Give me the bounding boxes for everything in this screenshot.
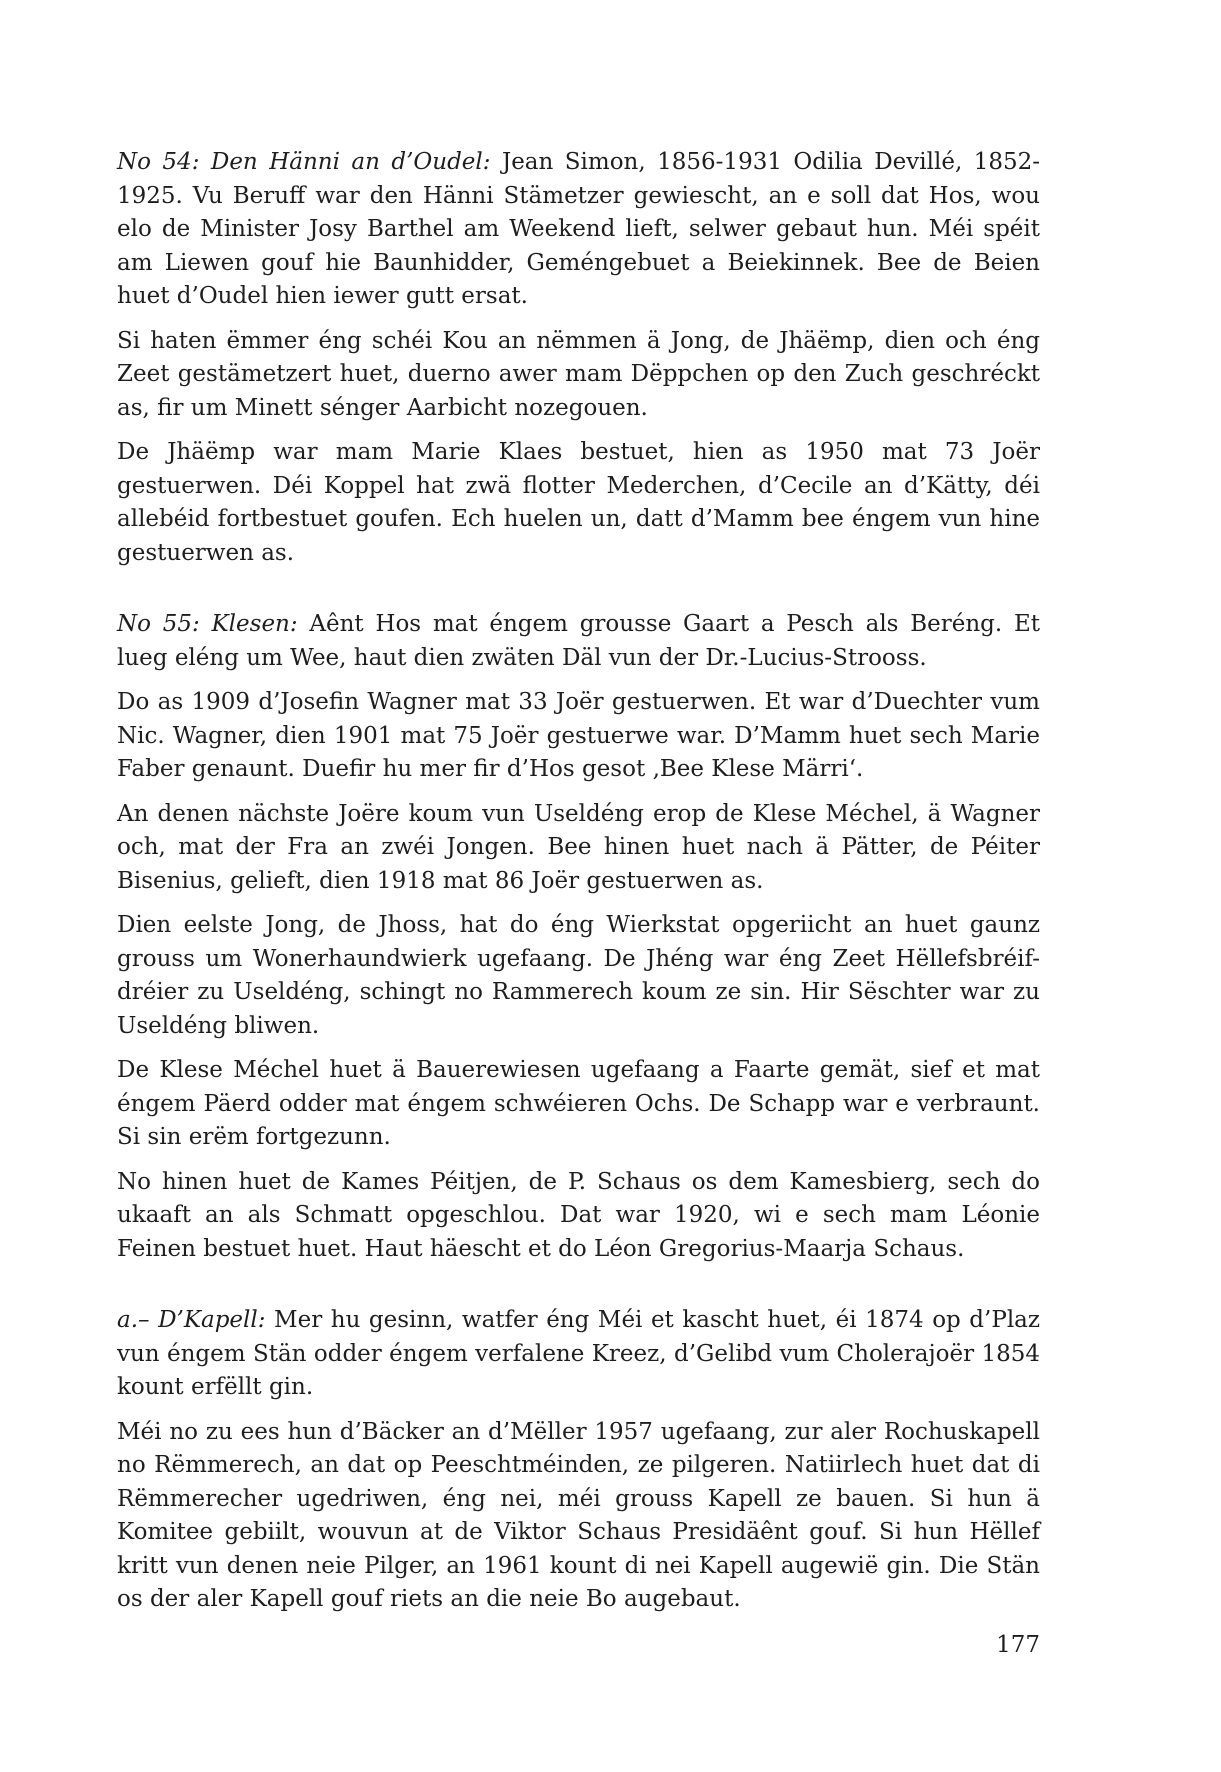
paragraph <box>117 686 1040 787</box>
paragraph-text: Mer hu gesinn, watfer éng Méi et kascht huet, éi 1874 op d’Plaz vun éngem Stän odder éngem verfalene Kreez, d’Gelibd vum Cholerajoër 1854 kount erfëllt gin. <box>117 1307 1041 1400</box>
paragraph-text: Si haten ëmmer éng schéi Kou an nëmmen ä Jong, de Jhäëmp, dien och éng Zeet gestämetzert huet, duerno awer mam Dëppchen op den Zuch geschréckt as, fir um Minett sénger Aarbicht nozegouen. <box>117 327 1040 421</box>
page-body <box>117 146 1040 1628</box>
paragraph-text: No hinen huet de Kames Péitjen, de P. Schaus os dem Kamesbierg, sech do ukaaft an als Schmatt opgeschlou. Dat war 1920, wi e sech mam Léonie Feinen bestuet huet. Haut häescht et do Léon Gregorius-Maarja Schaus. <box>117 1168 1040 1262</box>
section-heading: No 54: Den Hänni an d’Oudel: <box>117 149 491 175</box>
paragraph <box>117 436 1040 570</box>
paragraph <box>117 798 1040 899</box>
paragraph-text: Do as 1909 d’Josefin Wagner mat 33 Joër gestuerwen. Et war d’Duechter vum Nic. Wagner, dien 1901 mat 75 Joër gestuerwe war. D’Mamm huet sech Marie Faber genaunt. Duefir hu mer fir d’Hos gesot ‚Bee Klese Märri‘. <box>117 689 1040 782</box>
section-heading: No 55: Klesen: <box>117 611 298 637</box>
paragraph <box>117 909 1040 1043</box>
paragraph-text: Jean Simon, 1856-1931 Odilia Devillé, 1852-1925. Vu Beruff war den Hänni Stämetzer gewiescht, an e soll dat Hos, wou elo de Minister Josy Barthel am Weekend lieft, selwer gebaut hun. Méi spéit am Liewen gouf hie Baunhidder, Geméngebuet a Beiekinnek. Bee de Beien huet d’Oudel hien iewer gutt ersat. <box>117 149 1041 309</box>
paragraph-text: An denen nächste Joëre koum vun Useldéng erop de Klese Méchel, ä Wagner och, mat der Fra an zwéi Jongen. Bee hinen huet nach ä Pätter, de Péiter Bisenius, gelieft, dien 1918 mat 86 Joër gestuerwen as. <box>117 800 1040 894</box>
section-heading: a.– D’Kapell: <box>117 1307 266 1333</box>
paragraph-text: Aênt Hos mat éngem grousse Gaart a Pesch als Beréng. Et lueg eléng um Wee, haut dien zwäten Däl vun der Dr.-Lucius-Strooss. <box>117 611 1040 671</box>
paragraph <box>117 325 1040 426</box>
paragraph <box>117 608 1040 675</box>
paragraph-text: De Jhäëmp war mam Marie Klaes bestuet, hien as 1950 mat 73 Joër gestuerwen. Déi Koppel hat zwä flotter Mederchen, d’Cecile an d’Kätty, déi allebéid fortbestuet goufen. Ech huelen un, datt d’Mamm bee éngem vun hine gestuerwen as. <box>117 439 1040 566</box>
paragraph <box>117 146 1040 314</box>
paragraph <box>117 1416 1040 1617</box>
paragraph-text: Dien eelste Jong, de Jhoss, hat do éng Wierkstat opgeriicht an huet gaunz grouss um Wonerhaundwierk ugefaang. De Jhéng war éng Zeet Hëllefsbréif-dréier zu Useldéng, schingt no Rammerech koum ze sin. Hir Sëschter war zu Useldéng bliwen. <box>117 912 1040 1039</box>
paragraph <box>117 1304 1040 1405</box>
paragraph <box>117 1166 1040 1267</box>
paragraph <box>117 1054 1040 1155</box>
paragraph-text: Méi no zu ees hun d’Bäcker an d’Mëller 1957 ugefaang, zur aler Rochuskapell no Rëmmerech, an dat op Peeschtméinden, ze pilgeren. Natiirlech huet dat di Rëmmerecher ugedriwen, éng nei, méi grouss Kapell ze bauen. Si hun ä Komitee gebiilt, wouvun at de Viktor Schaus Presidäênt gouf. Si hun Hëllef kritt vun denen neie Pilger, an 1961 kount di nei Kapell augewië gin. Die Stän os der aler Kapell gouf riets an die neie Bo augebaut. <box>117 1418 1040 1612</box>
page-number: 177 <box>996 1632 1040 1658</box>
paragraph-text: De Klese Méchel huet ä Bauerewiesen ugefaang a Faarte gemät, sief et mat éngem Päerd odder mat éngem schwéieren Ochs. De Schapp war e verbraunt. Si sin erëm fortgezunn. <box>117 1057 1040 1150</box>
